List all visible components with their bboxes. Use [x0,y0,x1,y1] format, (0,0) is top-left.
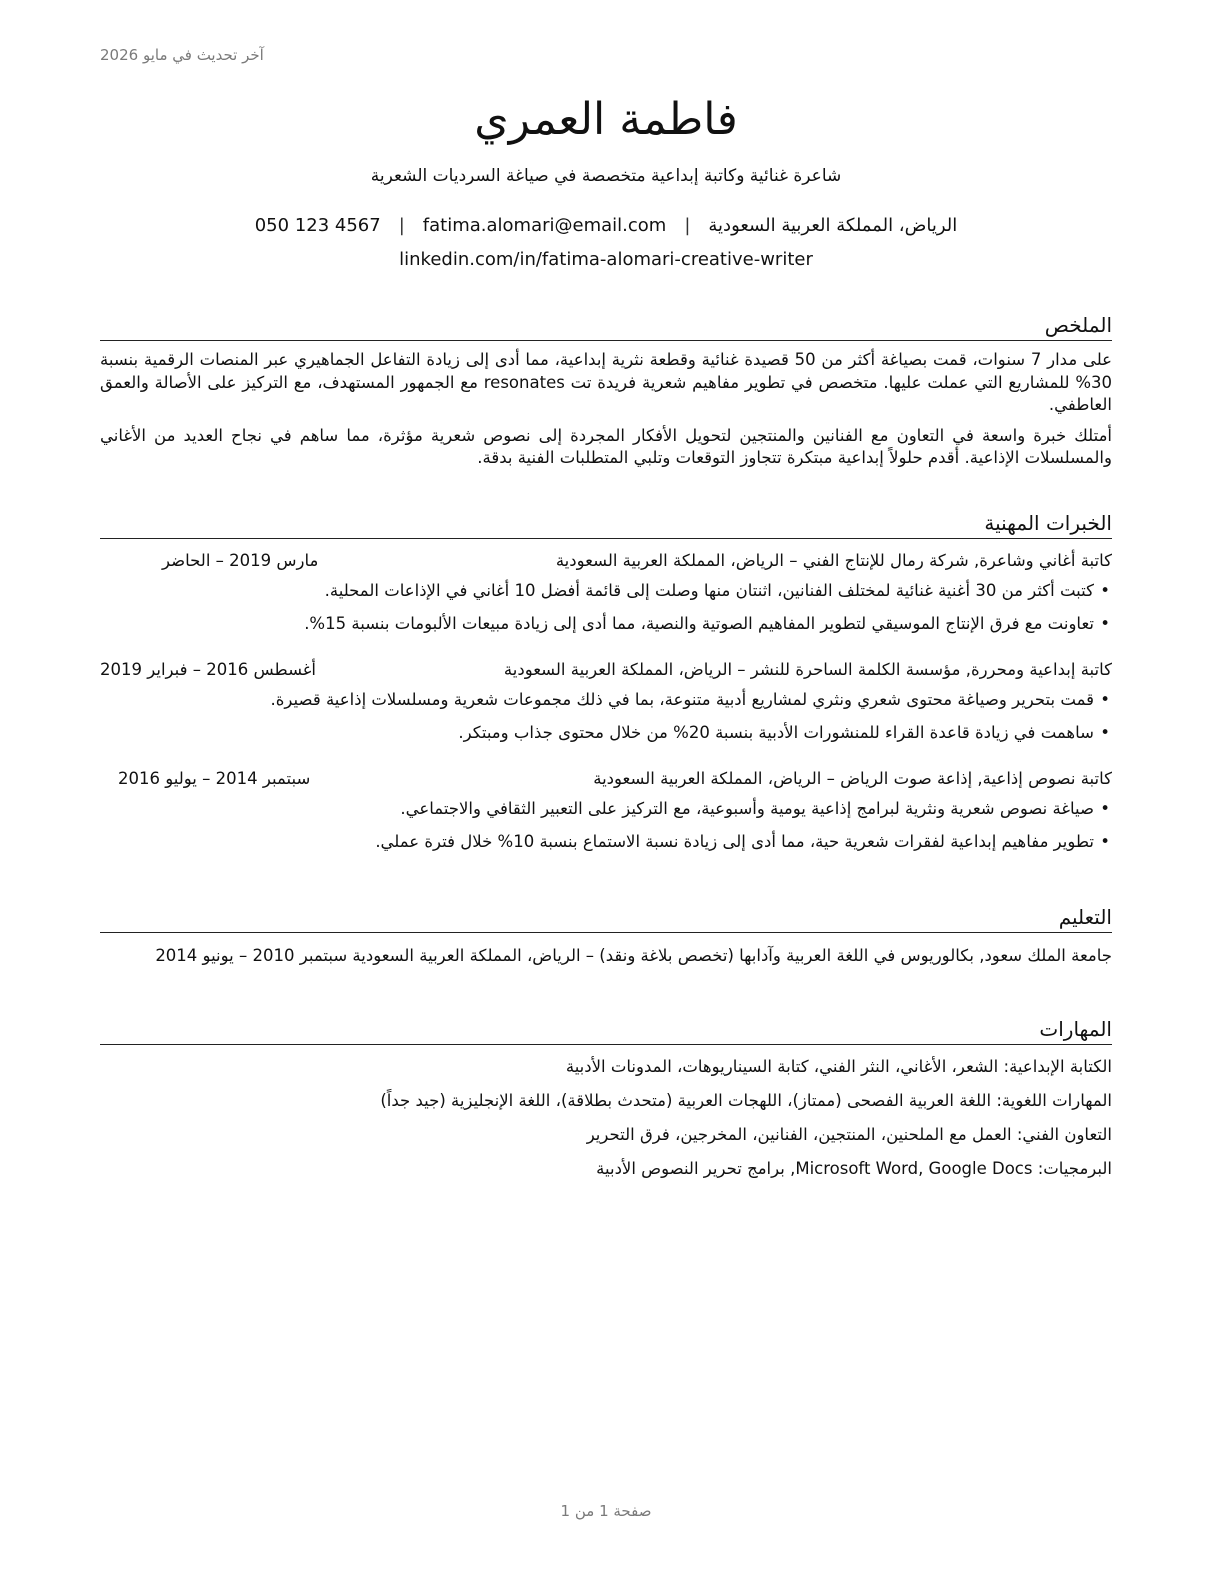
contact-email[interactable]: fatima.alomari@email.com [422,215,667,236]
job-dates: سبتمبر 2014 – يوليو 2016 [118,769,311,788]
job-bullet: • قمت بتحرير وصياغة محتوى شعري ونثري لمشاريع أدبية متنوعة، بما في ذلك مجموعات شعرية ومسلسلات إذاعية قصيرة. [100,688,1094,712]
contact-separator: | [684,215,691,236]
skill-item: البرمجيات: Microsoft Word, Google Docs, برامج تحرير النصوص الأدبية [596,1159,1112,1178]
job-title: كاتبة نصوص إذاعية, إذاعة صوت الرياض – الرياض، المملكة العربية السعودية [593,769,1112,788]
education-entry: جامعة الملك سعود, بكالوريوس في اللغة العربية وآدابها (تخصص بلاغة ونقد) – الرياض، المملكة العربية السعودية سبتمبر 2010 – يونيو 2014 [155,946,1112,965]
job-bullet: • تطوير مفاهيم إبداعية لفقرات شعرية حية، مما أدى إلى زيادة نسبة الاستماع بنسبة 10% خلال فترة عملي. [100,830,1094,854]
job-bullet: • صياغة نصوص شعرية ونثرية لبرامج إذاعية يومية وأسبوعية، مع التركيز على التعبير الثقافي والاجتماعي. [100,797,1094,821]
job-title: كاتبة إبداعية ومحررة, مؤسسة الكلمة الساحرة للنشر – الرياض، المملكة العربية السعودية [503,660,1112,679]
skills-section [100,1016,1112,1181]
job-bullet: • ساهمت في زيادة قاعدة القراء للمنشورات الأدبية بنسبة 20% من خلال محتوى جذاب ومبتكر. [100,721,1094,745]
job-entry [100,658,1112,745]
job-entry [100,549,1112,636]
summary-paragraph: على مدار 7 سنوات، قمت بصياغة أكثر من 50 قصيدة غنائية وقطعة نثرية إبداعية، مما أدى إلى زيادة التفاعل الجماهيري عبر المنصات الرقمية بنسبة 30% للمشاريع التي عملت عليها. متخصص في تطوير مفاهيم شعرية فريدة تت resonates مع الجمهور المستهدف، مع التركيز على الأصالة والعمق العاطفي. [100,350,1112,414]
summary-section [100,312,1112,470]
contact-line [100,214,1112,238]
contact-separator: | [398,215,405,236]
candidate-name: فاطمة العمري [474,94,738,145]
candidate-tagline: شاعرة غنائية وكاتبة إبداعية متخصصة في صياغة السرديات الشعرية [370,166,842,186]
job-header [100,658,1112,682]
job-entry [100,767,1112,854]
education-section [100,904,1112,969]
contact-location: الرياض، المملكة العربية السعودية [708,215,958,236]
experience-section [100,510,1112,863]
contact-phone[interactable]: 050 123 4567 [254,215,381,236]
skill-item: التعاون الفني: العمل مع الملحنين، المنتجين، الفنانين، المخرجين، فرق التحرير [586,1125,1112,1144]
linkedin-link[interactable]: linkedin.com/in/fatima-alomari-creative-writer [399,249,813,270]
resume-header [100,92,1112,272]
job-header [100,549,1112,573]
job-title: كاتبة أغاني وشاعرة, شركة رمال للإنتاج الفني – الرياض، المملكة العربية السعودية [555,551,1112,570]
job-bullets [100,579,1112,636]
job-dates: أغسطس 2016 – فبراير 2019 [100,660,316,679]
job-bullets [100,797,1112,854]
job-dates: مارس 2019 – الحاضر [162,551,319,570]
section-title-skills: المهارات [100,1016,1112,1045]
section-title-experience: الخبرات المهنية [100,510,1112,539]
section-title-education: التعليم [100,904,1112,933]
skill-item: الكتابة الإبداعية: الشعر، الأغاني، النثر الفني، كتابة السيناريوهات، المدونات الأدبية [565,1057,1112,1076]
job-bullet: • كتبت أكثر من 30 أغنية غنائية لمختلف الفنانين، اثنتان منها وصلت إلى قائمة أفضل 10 أغاني في الإذاعات المحلية. [100,579,1094,603]
job-bullets [100,688,1112,745]
summary-paragraph: أمتلك خبرة واسعة في التعاون مع الفنانين والمنتجين لتحويل الأفكار المجردة إلى نصوص شعرية مؤثرة، مما ساهم في نجاح العديد من الأغاني والمسلسلات الإذاعية. أقدم حلولاً إبداعية مبتكرة تتجاوز التوقعات وتلبي المتطلبات الفنية بدقة. [100,425,1112,467]
resume-page [100,0,1112,1584]
job-header [100,767,1112,791]
section-title-summary: الملخص [100,312,1112,341]
job-bullet: • تعاونت مع فرق الإنتاج الموسيقي لتطوير المفاهيم الصوتية والنصية، مما أدى إلى زيادة مبيعات الألبومات بنسبة 15%. [100,612,1094,636]
page-number: صفحة 1 من 1 [560,1502,652,1520]
skill-item: المهارات اللغوية: اللغة العربية الفصحى (ممتاز)، اللهجات العربية (متحدث بطلاقة)، اللغة الإنجليزية (جيد جداً) [380,1091,1112,1110]
last-updated-note: آخر تحديث في مايو 2026 [100,46,264,64]
